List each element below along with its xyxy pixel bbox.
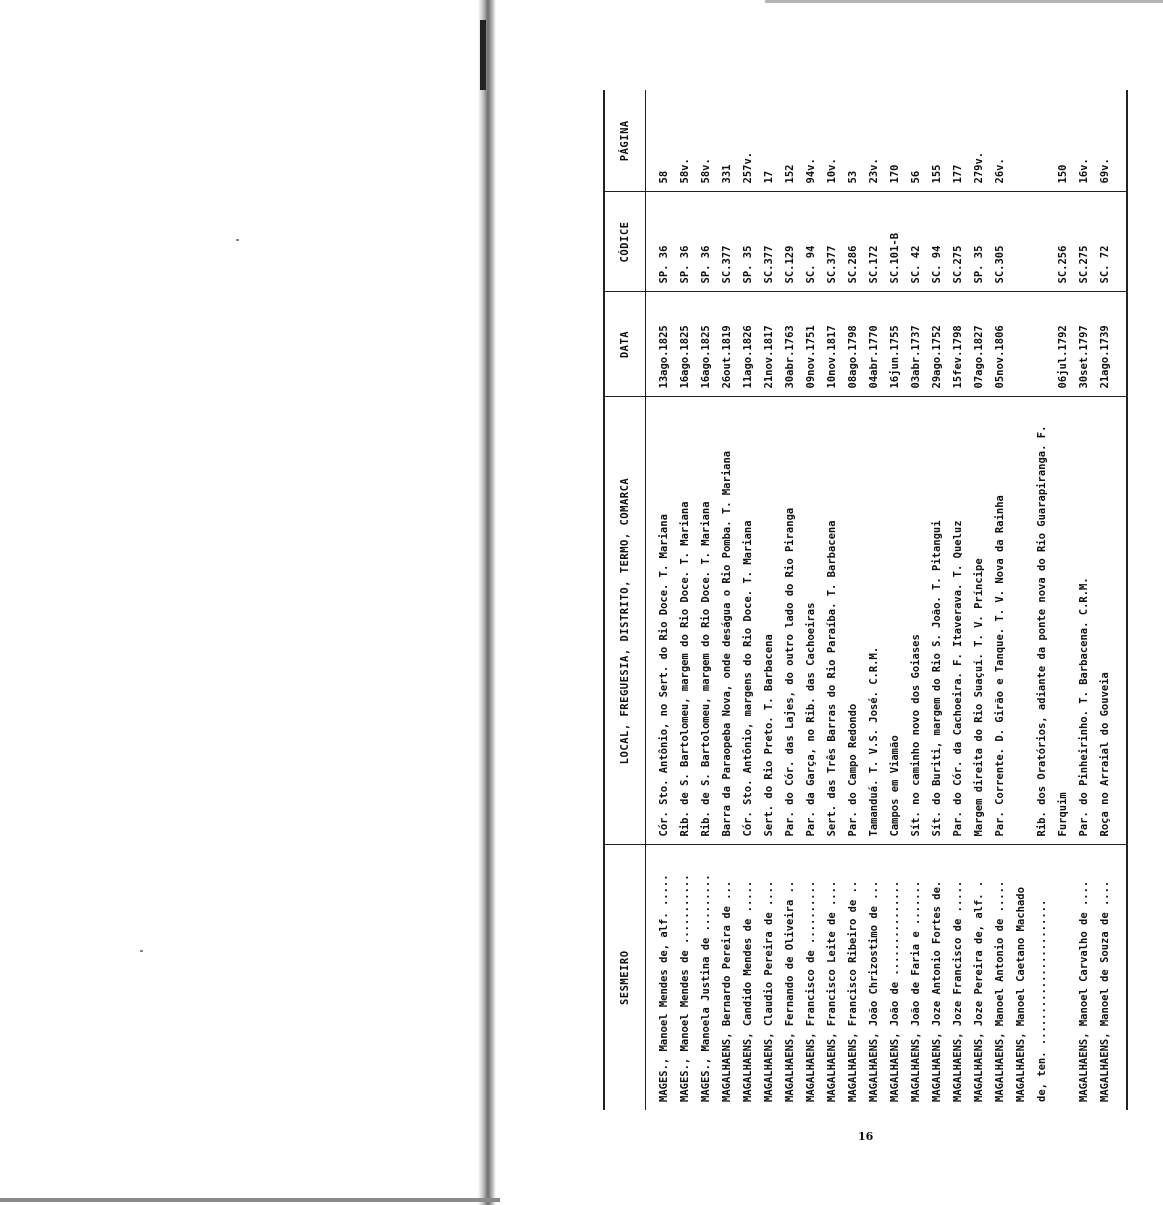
date-entry: 30abr.1763: [784, 325, 796, 389]
local-entry: Barra da Paraopeba Nova, onde deságua o Rio Pomba. T. Mariana: [721, 450, 733, 837]
header-data: DATA: [604, 292, 646, 397]
pagina-entry: 150: [1057, 164, 1069, 184]
sesmeiro-entry: MAGALHAENS, Fernando de Oliveira ..: [784, 880, 796, 1102]
local-entry: Par. do Cór. da Cachoeira. F. Itaverava. T. Queluz: [952, 520, 964, 837]
sesmeiro-entry: MAGALHAENS, Candido Mendes de .....: [742, 880, 754, 1102]
sesmeiro-entry: MAGALHAENS, Manoel de Souza de ....: [1099, 880, 1111, 1102]
codice-entry: SC.172: [868, 245, 880, 284]
local-entry: Sert. das Três Barras do Rio Paraíba. T. Barbacena: [826, 520, 838, 837]
local-entry: Par. do Pinheirinho. T. Barbacena. C.R.M.: [1078, 577, 1090, 837]
pagina-entry: 155: [931, 164, 943, 184]
local-entry: Sert. do Rio Preto. T. Barbacena: [763, 634, 775, 837]
local-entry: [1011, 406, 1032, 837]
date-entry: 10nov.1817: [826, 325, 838, 389]
codice-entry: SC.275: [1078, 245, 1090, 284]
date-entry: 03abr.1737: [910, 325, 922, 389]
date-entry: [1032, 301, 1053, 389]
date-entry: 29ago.1752: [931, 325, 943, 389]
date-entry: 11ago.1826: [742, 325, 754, 389]
pagina-list: [646, 98, 1116, 184]
date-entry: 16ago.1825: [679, 325, 691, 389]
codice-list: [646, 201, 1116, 284]
date-entry: 21ago.1739: [1099, 325, 1111, 389]
header-codice: CÓDICE: [604, 192, 646, 292]
codice-entry: SC.101-B: [889, 232, 901, 284]
sesmeiro-entry: MAGALHAENS, Manoel Carvalho de ....: [1078, 880, 1090, 1102]
codice-entry: SP. 36: [679, 245, 691, 284]
local-entry: Cór. Sto. Antônio, margens do Rio Doce. T. Mariana: [742, 520, 754, 837]
pagina-entry: 58v.: [700, 158, 712, 184]
sesmeiro-list: [646, 854, 1116, 1103]
pagina-entry: 56: [910, 170, 922, 184]
codice-entry: SC. 42: [910, 245, 922, 284]
codice-entry: SC.377: [721, 245, 733, 284]
date-entry: 06jul.1792: [1057, 325, 1069, 389]
codice-column: [646, 192, 1128, 292]
sesmeiro-entry: MAGALHAENS, Claudio Pereira de ....: [763, 880, 775, 1102]
table-header-row: [604, 90, 646, 1110]
local-entry: Sít. no caminho novo dos Goiases: [910, 634, 922, 837]
sesmeiro-entry: MAGALHAENS, Manoel Antonio de .....: [994, 880, 1006, 1102]
codice-entry: SC.275: [952, 245, 964, 284]
header-sesmeiro: SESMEIRO: [604, 845, 646, 1110]
local-entry: Sít. do Buriti, margem do Rio S. João. T. Pitangui: [931, 520, 943, 837]
sesmeiro-entry: MAGALHAENS, Joze Francisco de .....: [952, 880, 964, 1102]
local-entry: Rib. dos Oratórios, adiante da ponte nova do Rio Guarapiranga. F.: [1036, 425, 1048, 837]
local-entry: Par. do Campo Redondo: [847, 703, 859, 837]
local-entry: Par. do Cór. das Lajes, do outro lado do Rio Piranga: [784, 507, 796, 837]
local-entry: Par. da Garça, no Rib. das Cachoeiras: [805, 602, 817, 837]
sesmeiro-entry: MAGALHAENS, João de Faria e .......: [910, 880, 922, 1102]
date-entry: 05nov.1806: [994, 325, 1006, 389]
pagina-entry: 23v.: [868, 158, 880, 184]
sesmeiro-entry: MAGES., Manoel Mendes de ...........: [679, 874, 691, 1102]
date-entry: 04abr.1770: [868, 325, 880, 389]
pagina-entry: 58: [658, 170, 670, 184]
codice-entry: SC.256: [1057, 245, 1069, 284]
codice-entry: SC.377: [826, 245, 838, 284]
pagina-entry: 152: [784, 164, 796, 184]
date-entry: 21nov.1817: [763, 325, 775, 389]
codice-entry: SC. 72: [1099, 245, 1111, 284]
sesmeiro-entry: de, ten. .......................: [1036, 899, 1048, 1102]
local-entry: Rib. de S. Bartolomeu, margem do Rio Doce. T. Mariana: [700, 501, 712, 837]
local-entry: Furquim: [1057, 792, 1069, 837]
pagina-entry: 10v.: [826, 158, 838, 184]
date-entry: 16jun.1755: [889, 325, 901, 389]
sesmeiro-entry: MAGALHAENS, Joze Antonio Fortes de.: [931, 880, 943, 1102]
pagina-entry: 331: [721, 164, 733, 184]
date-entry: [1011, 301, 1032, 389]
table-body-row: [646, 90, 1128, 1110]
local-list: [646, 406, 1116, 837]
pagina-column: [646, 90, 1128, 192]
pagina-entry: [1011, 98, 1032, 184]
local-entry: Margem direita do Rio Suaçuí. T. V. Príncipe: [973, 558, 985, 837]
page-top-edge: [765, 0, 1163, 3]
sesmeiro-entry: MAGALHAENS, Joze Pereira de, alf. .: [973, 880, 985, 1102]
sesmeiro-entry: MAGALHAENS, Manoel Caetano Machado: [1015, 887, 1027, 1102]
codice-entry: SC. 94: [805, 245, 817, 284]
sesmarias-table-rotated: [603, 90, 1128, 1110]
sesmeiro-entry: MAGALHAENS, Bernardo Pereira de ...: [721, 880, 733, 1102]
codice-entry: SC.377: [763, 245, 775, 284]
pagina-entry: 170: [889, 164, 901, 184]
codice-entry: SC. 94: [931, 245, 943, 284]
codice-entry: SP. 35: [742, 245, 754, 284]
gutter-shadow: [480, 20, 486, 90]
pagina-entry: 94v.: [805, 158, 817, 184]
pagina-entry: 16v.: [1078, 158, 1090, 184]
local-entry: Rib. de S. Bartolomeu, margem do Rio Doce. T. Mariana: [679, 501, 691, 837]
pagina-entry: 279v.: [973, 151, 985, 184]
pagina-entry: 177: [952, 164, 964, 184]
local-entry: Roça no Arraial do Gouveia: [1099, 672, 1111, 837]
codice-entry: SC.129: [784, 245, 796, 284]
local-column: [646, 397, 1128, 845]
local-entry: Par. Corrente. D. Girão e Tanque. T. V. Nova da Rainha: [994, 495, 1006, 837]
date-entry: 30set.1797: [1078, 325, 1090, 389]
sesmeiro-entry: MAGALHAENS, Francisco Leite de ....: [826, 880, 838, 1102]
sesmeiro-entry: [1053, 854, 1074, 1103]
pagina-entry: 53: [847, 170, 859, 184]
book-gutter: [478, 0, 496, 1205]
sesmeiro-entry: MAGALHAENS, João de ...............: [889, 880, 901, 1102]
local-entry: Cór. Sto. Antônio, no Sert. do Rio Doce. T. Mariana: [658, 514, 670, 837]
data-list: [646, 301, 1116, 389]
sesmeiro-entry: MAGES., Manoela Justina de .........: [700, 874, 712, 1102]
sesmeiro-entry: MAGALHAENS, Francisco de ..........: [805, 880, 817, 1102]
codice-entry: SC.286: [847, 245, 859, 284]
pagina-entry: 58v.: [679, 158, 691, 184]
codice-entry: SP. 36: [700, 245, 712, 284]
date-entry: 09nov.1751: [805, 325, 817, 389]
date-entry: 08ago.1798: [847, 325, 859, 389]
data-column: [646, 292, 1128, 397]
pagina-entry: 69v.: [1099, 158, 1111, 184]
header-local: LOCAL, FREGUESIA, DISTRITO, TERMO, COMARCA: [604, 397, 646, 845]
sesmeiro-entry: MAGALHAENS, João Chrizostimo de ...: [868, 880, 880, 1102]
local-entry: Campos em Viamão: [889, 735, 901, 837]
codice-entry: SC.305: [994, 245, 1006, 284]
page-bottom-edge: [0, 1198, 500, 1202]
pagina-entry: 17: [763, 170, 775, 184]
local-entry: Tamanduá. T. V.S. José. C.R.M.: [868, 646, 880, 837]
scan-speck: [140, 950, 143, 952]
codice-entry: SP. 35: [973, 245, 985, 284]
pagina-entry: 257v.: [742, 151, 754, 184]
date-entry: 13ago.1825: [658, 325, 670, 389]
page-number: 16: [858, 1130, 874, 1143]
codice-entry: [1011, 201, 1032, 284]
sesmeiro-entry: MAGALHAENS, Francisco Ribeiro de ..: [847, 880, 859, 1102]
codice-entry: SP. 36: [658, 245, 670, 284]
date-entry: 16ago.1825: [700, 325, 712, 389]
header-pagina: PÁGINA: [604, 90, 646, 192]
pagina-entry: 26v.: [994, 158, 1006, 184]
scan-speck: [236, 239, 239, 241]
sesmeiro-column: [646, 845, 1128, 1110]
date-entry: 07ago.1827: [973, 325, 985, 389]
sesmeiro-entry: MAGES., Manoel Mendes de, alf. .....: [658, 874, 670, 1102]
pagina-entry: [1032, 98, 1053, 184]
codice-entry: [1032, 201, 1053, 284]
date-entry: 15fev.1798: [952, 325, 964, 389]
sesmarias-table: [603, 90, 1128, 1110]
date-entry: 26out.1819: [721, 325, 733, 389]
